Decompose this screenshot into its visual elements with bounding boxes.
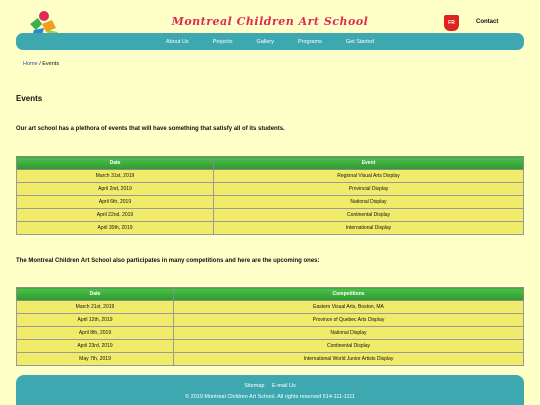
breadcrumb-current: Events	[42, 61, 60, 67]
event-name-cell: Continental Display	[214, 209, 524, 222]
breadcrumb-separator: /	[37, 61, 43, 67]
table-row	[17, 209, 524, 222]
event-date-cell: April 6th, 2019	[17, 196, 214, 209]
table-header-row	[17, 288, 524, 301]
competitions-table	[16, 287, 524, 366]
language-toggle-button[interactable]: FR	[444, 15, 459, 31]
footer-links	[16, 383, 524, 389]
table-row	[17, 222, 524, 235]
sitemap-link[interactable]: Sitemap	[244, 383, 265, 389]
site-title: Montreal Children Art School	[171, 15, 369, 28]
event-name-cell: International Display	[214, 222, 524, 235]
events-intro-text: Our art school has a plethora of events that will have something that satisfy all of its students.	[16, 126, 285, 132]
competition-date-cell: March 21st, 2019	[17, 301, 174, 314]
competition-name-cell: International World Junior Artists Display	[174, 353, 524, 366]
column-header-event: Event	[214, 157, 524, 170]
table-row	[17, 314, 524, 327]
main-nav	[16, 33, 524, 50]
breadcrumb	[23, 61, 59, 67]
competition-name-cell: Eastern Visual Arts, Boston, MA	[174, 301, 524, 314]
nav-projects[interactable]: Projects	[212, 38, 233, 45]
table-row	[17, 196, 524, 209]
table-header-row	[17, 157, 524, 170]
event-date-cell: March 31st, 2019	[17, 170, 214, 183]
table-row	[17, 170, 524, 183]
competition-name-cell: Continental Display	[174, 340, 524, 353]
table-row	[17, 353, 524, 366]
competition-date-cell: May 7th, 2019	[17, 353, 174, 366]
column-header-competitions: Competitions	[174, 288, 524, 301]
email-us-link[interactable]: E-mail Us	[271, 383, 296, 389]
competition-date-cell: April 23rd, 2019	[17, 340, 174, 353]
competition-date-cell: April 8th, 2019	[17, 327, 174, 340]
table-row	[17, 183, 524, 196]
copyright-text: © 2019 Montreal Children Art School. All rights reserved 514-111-1111	[185, 394, 355, 400]
table-row	[17, 340, 524, 353]
event-name-cell: Provincial Display	[214, 183, 524, 196]
events-table	[16, 156, 524, 235]
nav-gallery[interactable]: Gallery	[256, 38, 274, 45]
column-header-date: Date	[17, 288, 174, 301]
nav-about-us[interactable]: About Us	[166, 38, 189, 45]
column-header-date: Date	[17, 157, 214, 170]
table-row	[17, 327, 524, 340]
event-date-cell: April 22nd, 2019	[17, 209, 214, 222]
competition-name-cell: Province of Quebec Arts Display	[174, 314, 524, 327]
page-title: Events	[16, 94, 43, 103]
footer	[16, 375, 524, 405]
nav-get-started[interactable]: Get Started	[345, 38, 374, 45]
competition-date-cell: April 12th, 2019	[17, 314, 174, 327]
event-name-cell: National Display	[214, 196, 524, 209]
competition-name-cell: National Display	[174, 327, 524, 340]
breadcrumb-home-link[interactable]: Home	[23, 61, 38, 67]
event-date-cell: April 2nd, 2019	[17, 183, 214, 196]
table-row	[17, 301, 524, 314]
nav-programs[interactable]: Programs	[297, 38, 322, 45]
event-name-cell: Regional Visual Arts Display	[214, 170, 524, 183]
event-date-cell: April 30th, 2019	[17, 222, 214, 235]
contact-link[interactable]: Contact	[476, 19, 499, 25]
competitions-intro-text: The Montreal Children Art School also participates in many competitions and here are the upcoming ones:	[16, 258, 320, 264]
